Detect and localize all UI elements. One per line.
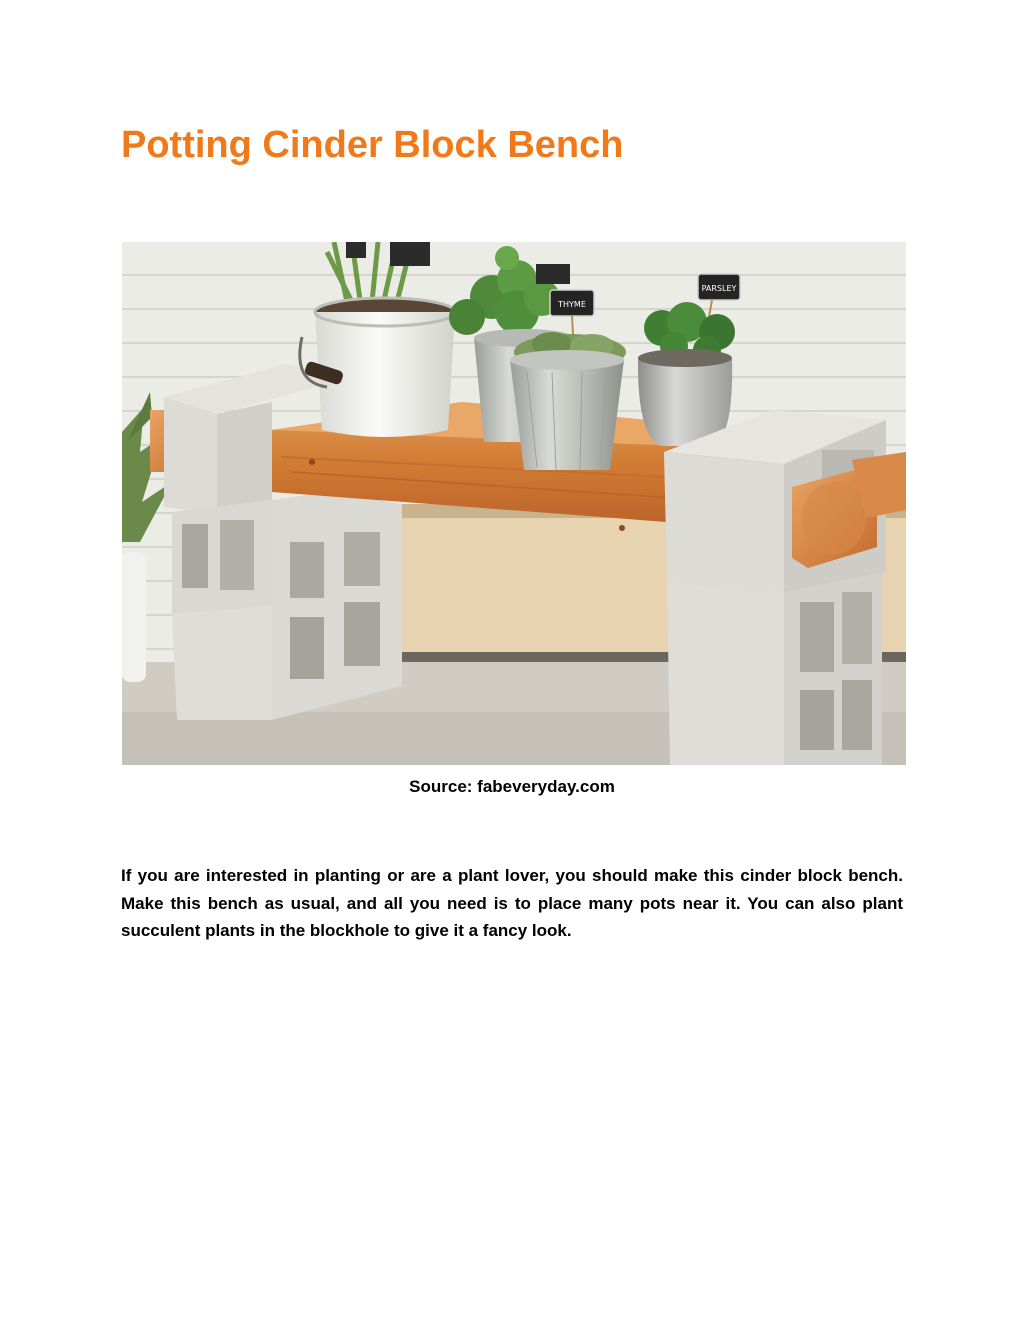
body-paragraph: If you are interested in planting or are a plant lover, you should make this cinder block bench. Make this bench as usual, and all you need is to place many pots near it. You can also plant succulent plants in the blockhole to give it a fancy look.: [121, 866, 903, 940]
right-cinder-block-stack: [664, 410, 886, 765]
page-title: Potting Cinder Block Bench: [121, 124, 624, 166]
parsley-tag-label: PARSLEY: [701, 284, 737, 293]
bench-photo-illustration: [122, 242, 906, 765]
image-caption: Source: fabeveryday.com: [409, 777, 615, 796]
thyme-tag-label: THYME: [558, 300, 586, 309]
bench-photo: [122, 242, 906, 765]
